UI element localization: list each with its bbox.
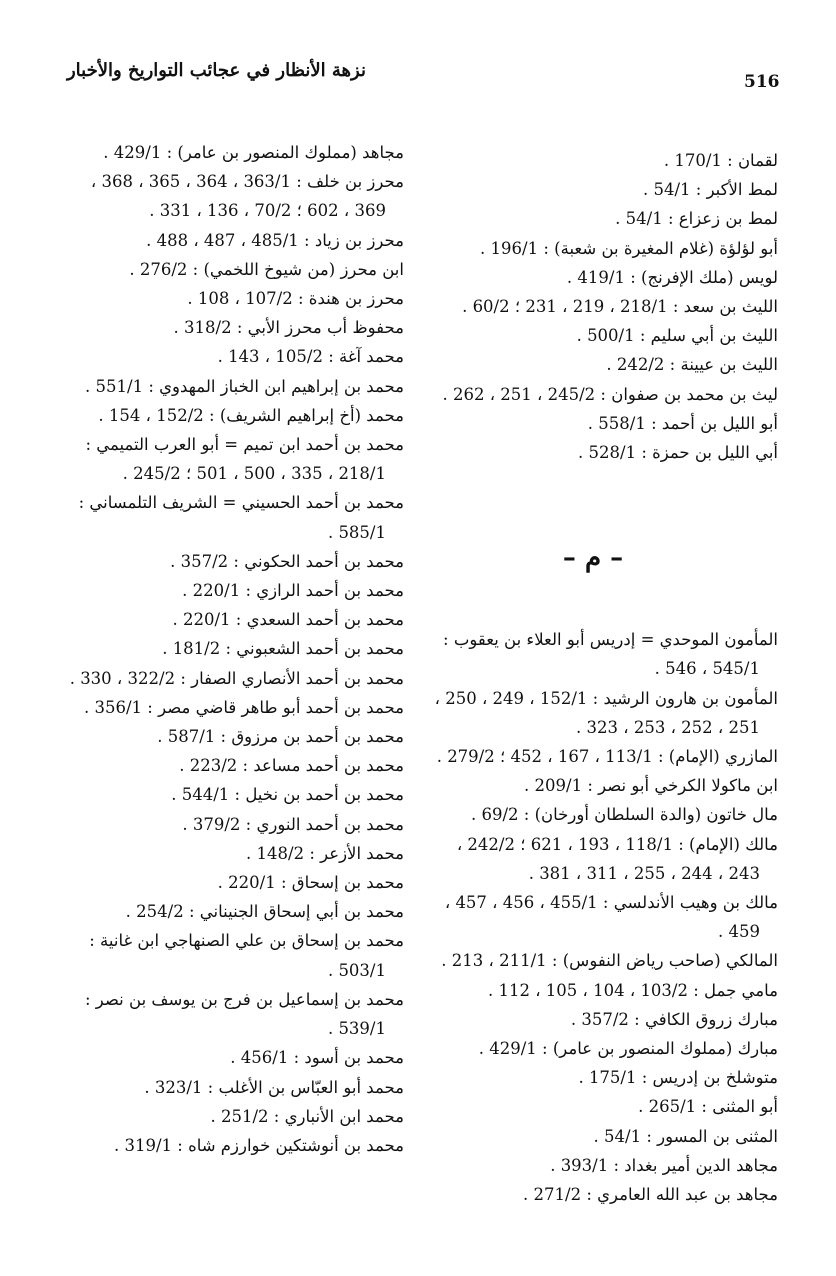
index-entry: محرز بن زياد : 485/1 ، 487 ، 488 . (146, 230, 404, 250)
index-entry: ابن محرز (من شيوخ اللخمي) : 276/2 . (129, 259, 404, 279)
index-entry: محمد أبو العبّاس بن الأغلب : 323/1 . (144, 1077, 404, 1097)
index-entry-continuation: 539/1 . (327, 1019, 386, 1039)
index-entry: محمد بن أحمد النوري : 379/2 . (182, 814, 404, 834)
index-entry: متوشلخ بن إدريس : 175/1 . (578, 1068, 778, 1088)
index-entry-continuation: 218/1 ، 335 ، 500 ، 501 ؛ 245/2 . (122, 464, 386, 484)
index-entry: محمد الأزعر : 148/2 . (246, 843, 404, 863)
index-entry: المازري (الإمام) : 113/1 ، 167 ، 452 ؛ 279/2 . (436, 747, 778, 767)
index-entry: مجاهد الدين أمير بغداد : 393/1 . (550, 1155, 778, 1175)
index-entry: لمط الأكبر : 54/1 . (642, 180, 778, 200)
index-entry: الليث بن عيينة : 242/2 . (606, 355, 778, 375)
index-entry: لويس (ملك الإفرنج) : 419/1 . (566, 267, 778, 287)
index-entry: الليث بن سعد : 218/1 ، 219 ، 231 ؛ 60/2 . (462, 297, 778, 317)
running-title: نزهة الأنظار في عجائب التواريخ والأخبار (66, 60, 366, 81)
index-entry: المأمون الموحدي = إدريس أبو العلاء بن يعقوب : (443, 630, 778, 650)
section-letter: – م – (562, 543, 624, 574)
index-entry: محمد بن أحمد السعدي : 220/1 . (172, 610, 404, 630)
index-entry-continuation: 545/1 ، 546 . (654, 659, 760, 679)
index-entry: محمد (أخ إبراهيم الشريف) : 152/2 ، 154 . (98, 405, 404, 425)
index-entry: محمد آغة : 105/2 ، 143 . (217, 347, 404, 367)
index-entry: محمد بن أسود : 456/1 . (230, 1048, 404, 1068)
index-entry: المالكي (صاحب رياض النفوس) : 211/1 ، 213 . (441, 951, 778, 971)
left-column (22, 138, 404, 1160)
index-entry: محمد بن إسماعيل بن فرج بن يوسف بن نصر : (84, 989, 404, 1009)
index-entry: المثنى بن المسور : 54/1 . (593, 1126, 778, 1146)
index-entry: أبي الليل بن حمزة : 528/1 . (578, 443, 778, 463)
index-entry: محرز بن هندة : 107/2 ، 108 . (187, 289, 404, 309)
index-entry: محمد بن أحمد مساعد : 223/2 . (179, 756, 404, 776)
index-entry: محمد بن أحمد بن مرزوق : 587/1 . (157, 727, 404, 747)
index-entry: محفوظ أب محرز الأبي : 318/2 . (173, 318, 404, 338)
index-entry: مالك بن وهيب الأندلسي : 455/1 ، 456 ، 457 ، (444, 893, 778, 913)
index-entry: محمد بن أنوشتكين خوارزم شاه : 319/1 . (113, 1135, 404, 1155)
index-entry: المأمون بن هارون الرشيد : 152/1 ، 249 ، 250 ، (434, 688, 778, 708)
index-entry: أبو المثنى : 265/1 . (638, 1097, 778, 1117)
index-entry: مالك (الإمام) : 118/1 ، 193 ، 621 ؛ 242/2 ، (456, 834, 778, 854)
entries-after (408, 625, 778, 1209)
index-entry-continuation: 503/1 . (327, 960, 386, 980)
index-entry: ليث بن محمد بن صفوان : 245/2 ، 251 ، 262 . (442, 384, 778, 404)
index-entry: محمد بن أحمد الرازي : 220/1 . (182, 581, 404, 601)
index-entry: لمط بن زعزاع : 54/1 . (615, 209, 778, 229)
index-entry: مبارك (مملوك المنصور بن عامر) : 429/1 . (478, 1039, 778, 1059)
index-entry: محرز بن خلف : 363/1 ، 364 ، 365 ، 368 ، (90, 172, 404, 192)
index-entry: مجاهد (مملوك المنصور بن عامر) : 429/1 . (103, 143, 404, 162)
index-entry-continuation: 243 ، 244 ، 255 ، 311 ، 381 . (528, 863, 760, 883)
index-entry: محمد بن أحمد الشعبوني : 181/2 . (162, 639, 404, 659)
index-entry: محمد بن أحمد الحكوني : 357/2 . (170, 551, 404, 571)
index-entry: مامي جمل : 103/2 ، 104 ، 105 ، 112 . (487, 980, 778, 1000)
index-entry-continuation: 585/1 . (327, 522, 386, 542)
index-entry: مبارك زروق الكافي : 357/2 . (570, 1009, 778, 1029)
index-entry: محمد ابن الأنباري : 251/2 . (210, 1106, 404, 1126)
index-entry: محمد بن أحمد بن نخيل : 544/1 . (171, 785, 404, 805)
index-entry-continuation: 459 . (718, 922, 760, 942)
index-entry: محمد بن أحمد أبو طاهر قاضي مصر : 356/1 . (84, 697, 404, 717)
page-number: 516 (744, 72, 780, 92)
index-entry: أبو لؤلؤة (غلام المغيرة بن شعبة) : 196/1 . (480, 238, 778, 258)
entries-before (408, 146, 778, 467)
index-entry-continuation: 251 ، 252 ، 253 ، 323 . (576, 717, 760, 737)
index-entry: مجاهد بن عبد الله العامري : 271/2 . (523, 1185, 778, 1205)
index-entry: ابن ماكولا الكرخي أبو نصر : 209/1 . (524, 776, 778, 796)
index-entry: محمد بن إبراهيم ابن الخباز المهدوي : 551/1 . (85, 376, 404, 396)
index-entry: لقمان : 170/1 . (663, 151, 778, 170)
index-entry: محمد بن أحمد الأنصاري الصفار : 322/2 ، 330 . (69, 668, 404, 688)
index-entry-continuation: 369 ، 602 ؛ 70/2 ، 136 ، 331 . (149, 201, 386, 221)
index-entry: الليث بن أبي سليم : 500/1 . (576, 326, 778, 346)
index-entry: محمد بن أبي إسحاق الجنيناني : 254/2 . (125, 902, 404, 922)
index-entry: محمد بن إسحاق : 220/1 . (217, 873, 404, 893)
index-entry: محمد بن إسحاق بن علي الصنهاجي ابن غانية : (89, 931, 404, 951)
index-entry: مال خاتون (والدة السلطان أورخان) : 69/2 . (470, 805, 778, 825)
right-column (408, 146, 778, 1209)
index-entry: محمد بن أحمد الحسيني = الشريف التلمساني : (78, 493, 404, 513)
index-entry: محمد بن أحمد ابن تميم = أبو العرب التميمي : (85, 435, 404, 455)
index-entry: أبو الليل بن أحمد : 558/1 . (587, 413, 778, 433)
